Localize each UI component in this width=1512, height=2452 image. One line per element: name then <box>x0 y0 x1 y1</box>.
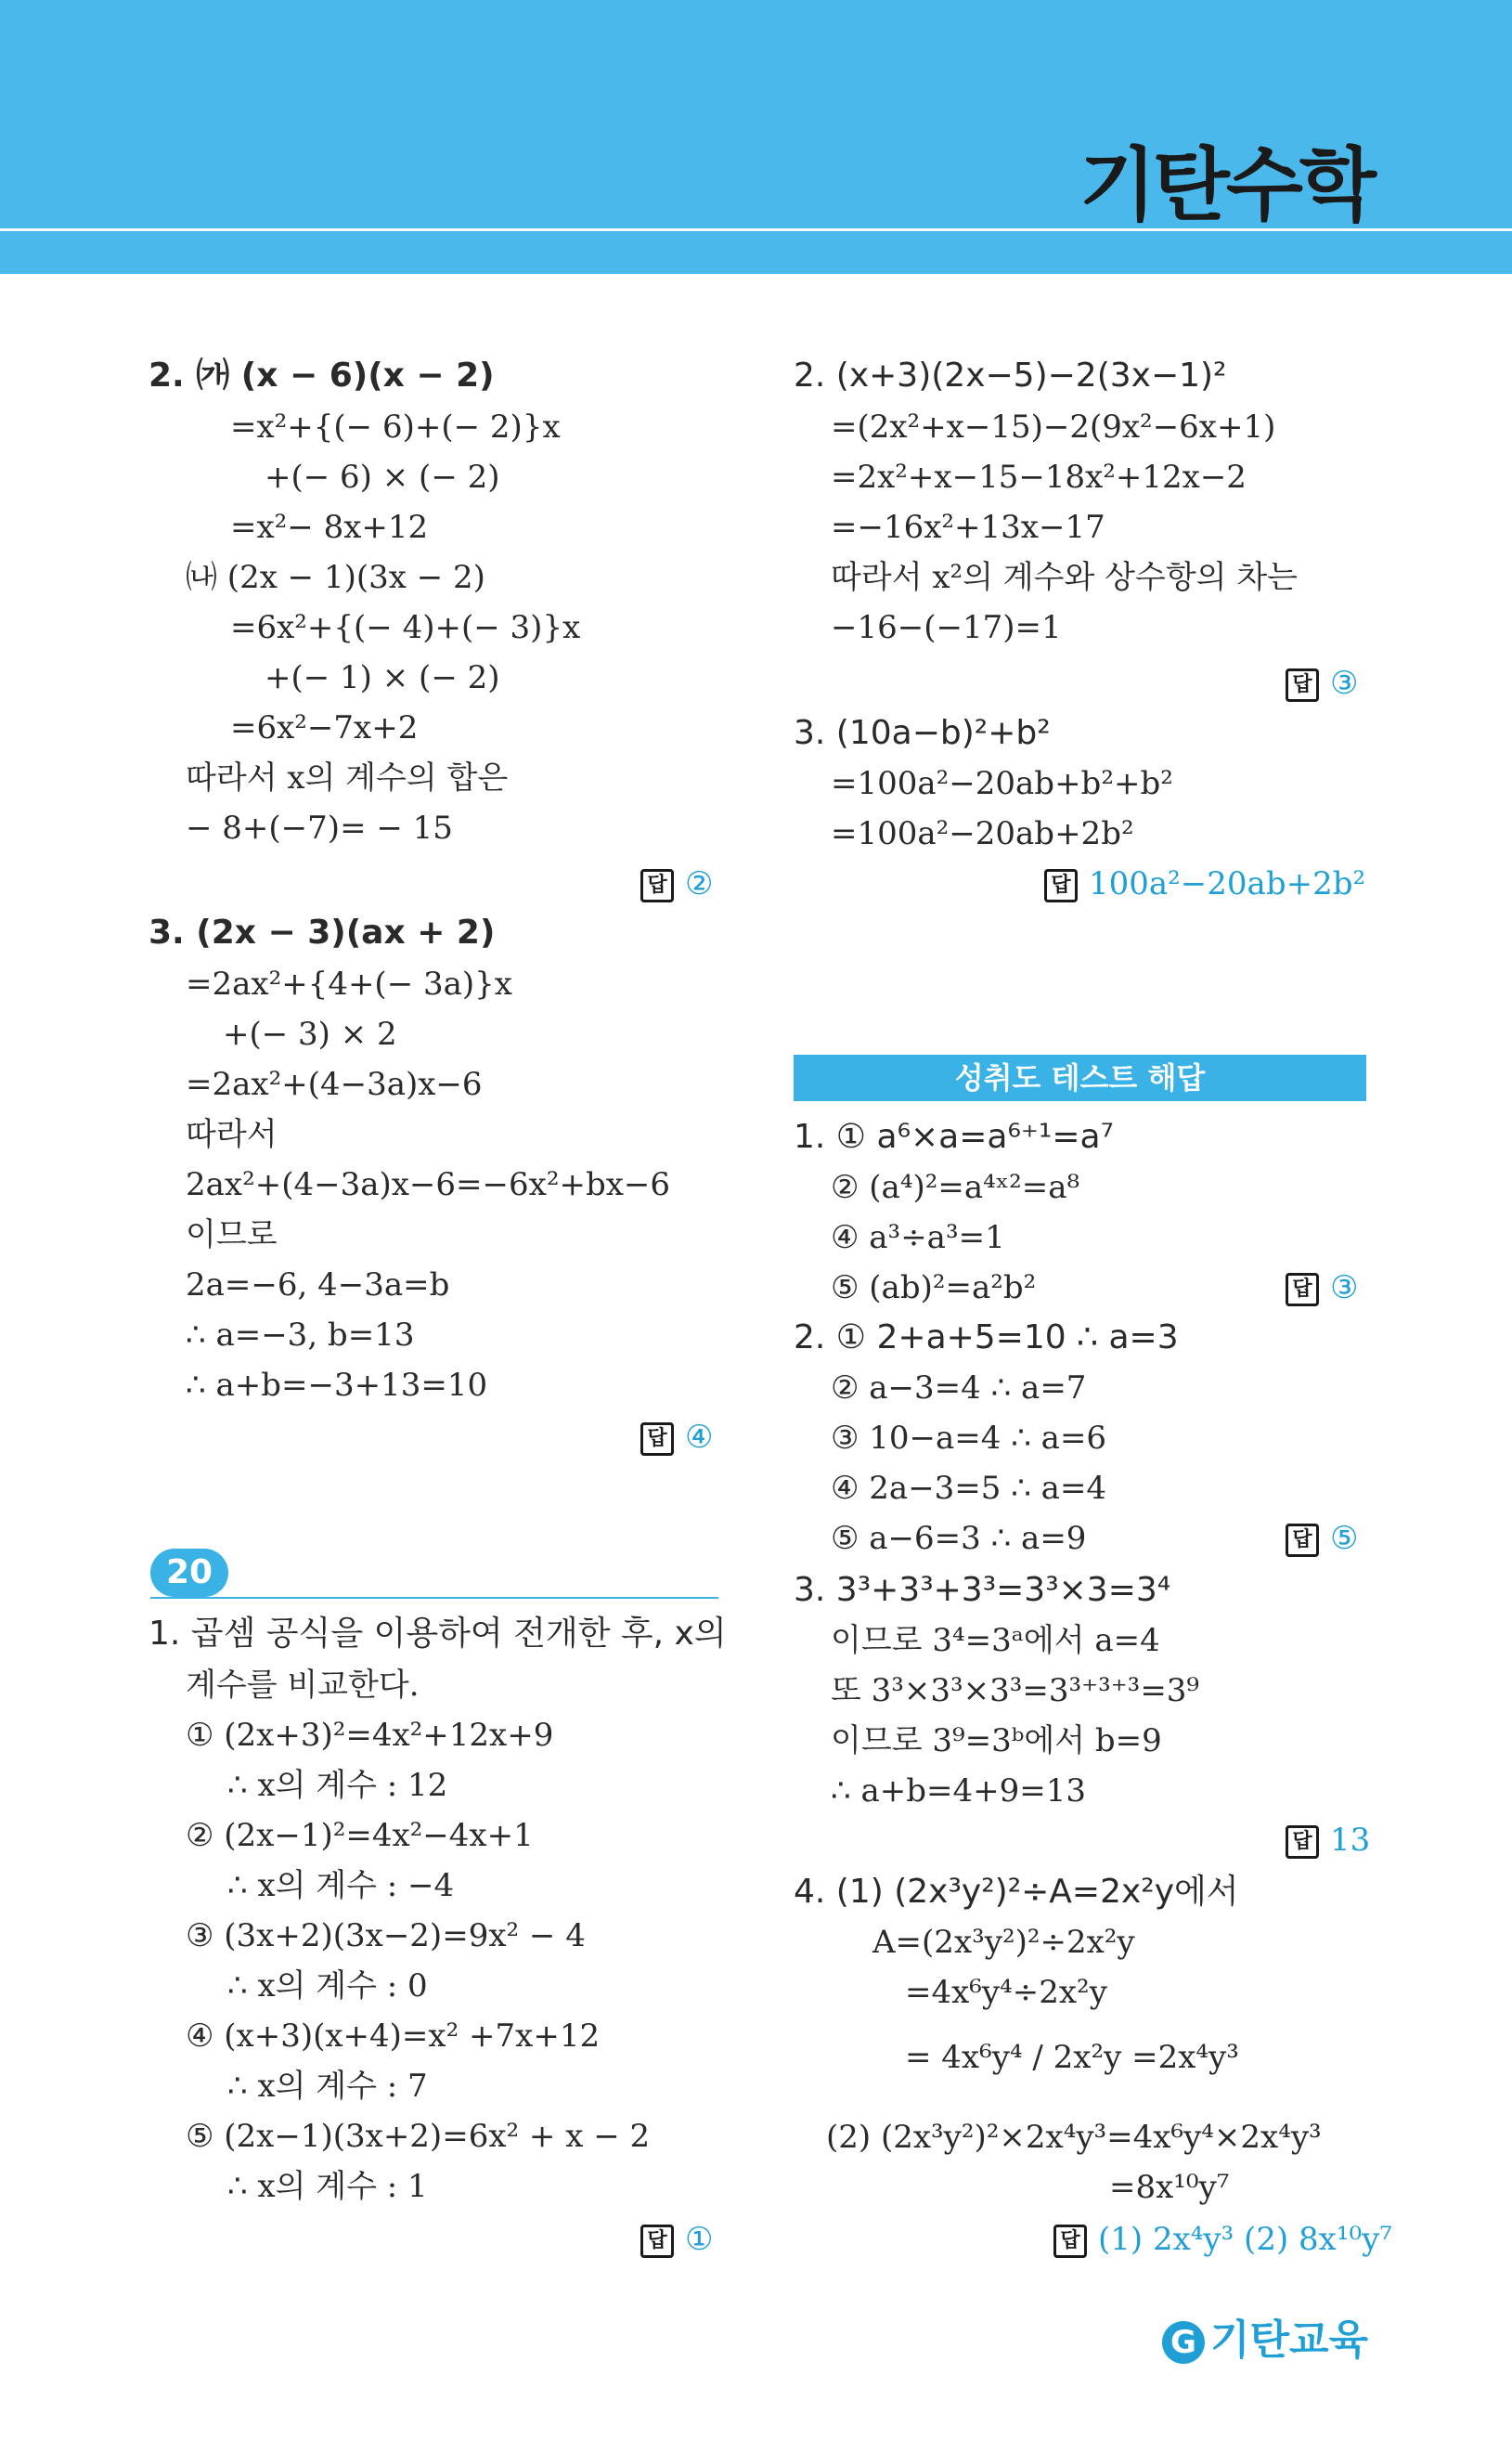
right-t3-line-2: 또 3³×3³×3³=3³⁺³⁺³=3⁹ <box>831 1672 1200 1709</box>
left-p2-line-2: +(− 6) × (− 2) <box>265 459 500 496</box>
right-t4-line-1: A=(2x³y²)²÷2x²y <box>872 1924 1135 1961</box>
right-p2-line-4: 따라서 x²의 계수와 상수항의 차는 <box>831 559 1299 596</box>
left-p3-line-2: +(− 3) × 2 <box>223 1016 397 1053</box>
answer-mark-icon: 답 <box>640 869 674 902</box>
left-s20-line-6: ③ (3x+2)(3x−2)=9x² − 4 <box>186 1917 586 1954</box>
answer-mark-icon: 답 <box>1286 1825 1319 1859</box>
right-p2-line-1: =(2x²+x−15)−2(9x²−6x+1) <box>831 409 1276 446</box>
left-s20-line-2: ① (2x+3)²=4x²+12x+9 <box>186 1717 554 1754</box>
answer-mark-icon: 답 <box>1053 2225 1087 2258</box>
right-t2-line-3: ④ 2a−3=5 ∴ a=4 <box>831 1470 1107 1507</box>
right-t4-answer: 답 (1) 2x⁴y³ (2) 8x¹⁰y⁷ <box>1053 2221 1392 2258</box>
left-p3-line-3: =2ax²+(4−3a)x−6 <box>186 1066 483 1103</box>
left-s20-line-3: ∴ x의 계수 : 12 <box>227 1767 448 1804</box>
answer-mark-icon: 답 <box>1286 1524 1319 1557</box>
left-s20-answer: 답 ① <box>640 2221 713 2258</box>
left-s20-line-5: ∴ x의 계수 : −4 <box>227 1867 455 1904</box>
right-t4-line-2: =4x⁶y⁴÷2x²y <box>905 1974 1107 2011</box>
left-p3-line-7: 2a=−6, 4−3a=b <box>186 1266 450 1304</box>
left-p3-line-8: ∴ a=−3, b=13 <box>186 1317 415 1354</box>
left-p3-line-0: 3. (2x − 3)(ax + 2) <box>149 914 496 952</box>
left-s20-line-0: 1. 곱셈 공식을 이용하여 전개한 후, x의 <box>149 1615 727 1653</box>
left-s20-line-10: ⑤ (2x−1)(3x+2)=6x² + x − 2 <box>186 2118 651 2155</box>
left-p2-line-7: =6x²−7x+2 <box>230 709 419 746</box>
left-p2-line-8: 따라서 x의 계수의 합은 <box>186 759 509 797</box>
left-p2-line-4: ㈏ (2x − 1)(3x − 2) <box>186 559 485 596</box>
section-rule <box>150 1597 718 1599</box>
right-t2-line-4: ⑤ a−6=3 ∴ a=9 <box>831 1520 1087 1557</box>
right-t1-answer: 답 ③ <box>1286 1269 1358 1306</box>
left-p3-line-6: 이므로 <box>186 1216 278 1253</box>
right-p3-line-2: =100a²−20ab+2b² <box>831 815 1134 852</box>
left-p2-line-1: =x²+{(− 6)+(− 2)}x <box>230 409 561 446</box>
answer-mark-icon: 답 <box>1286 668 1319 702</box>
left-s20-line-11: ∴ x의 계수 : 1 <box>227 2168 428 2205</box>
right-p3-line-0: 3. (10a−b)²+b² <box>794 714 1051 752</box>
right-p2-line-3: =−16x²+13x−17 <box>831 509 1105 546</box>
left-p2-line-9: − 8+(−7)= − 15 <box>186 810 453 847</box>
answer-mark-icon: 답 <box>1044 869 1078 902</box>
left-p3-line-9: ∴ a+b=−3+13=10 <box>186 1367 488 1404</box>
right-t4-line-0: 4. (1) (2x³y²)²÷A=2x²y에서 <box>794 1873 1239 1911</box>
answer-mark-icon: 답 <box>640 1422 674 1456</box>
left-s20-line-4: ② (2x−1)²=4x²−4x+1 <box>186 1817 534 1854</box>
right-t3-line-4: ∴ a+b=4+9=13 <box>831 1772 1086 1810</box>
right-t3-line-0: 3. 3³+3³+3³=3³×3=3⁴ <box>794 1571 1171 1609</box>
right-t2-line-2: ③ 10−a=4 ∴ a=6 <box>831 1420 1107 1457</box>
right-t3-line-3: 이므로 3⁹=3ᵇ에서 b=9 <box>831 1722 1162 1759</box>
left-p3-answer: 답 ④ <box>640 1419 713 1456</box>
left-p3-line-1: =2ax²+{4+(− 3a)}x <box>186 966 512 1003</box>
section-number-badge: 20 <box>150 1549 228 1597</box>
left-s20-line-7: ∴ x의 계수 : 0 <box>227 1967 428 2004</box>
left-p3-line-4: 따라서 <box>186 1116 278 1153</box>
brand-title: 기탄수학 <box>1079 139 1373 232</box>
left-p2-line-3: =x²− 8x+12 <box>230 509 429 546</box>
section-title-bar: 성취도 테스트 해답 <box>794 1055 1366 1101</box>
left-p3-line-5: 2ax²+(4−3a)x−6=−6x²+bx−6 <box>186 1166 671 1203</box>
right-t1-line-3: ⑤ (ab)²=a²b² <box>831 1269 1037 1306</box>
left-s20-line-8: ④ (x+3)(x+4)=x² +7x+12 <box>186 2017 601 2055</box>
left-s20-line-9: ∴ x의 계수 : 7 <box>227 2068 428 2105</box>
answer-mark-icon: 답 <box>1286 1273 1319 1306</box>
right-t4-line-5: =8x¹⁰y⁷ <box>1109 2169 1230 2206</box>
logo-mark-icon: G <box>1162 2321 1205 2364</box>
logo-text: 기탄교육 <box>1209 2316 1368 2364</box>
left-p2-line-0: 2. ㈎ (x − 6)(x − 2) <box>149 357 495 395</box>
left-p2-answer: 답 ② <box>640 865 713 902</box>
right-p2-line-2: =2x²+x−15−18x²+12x−2 <box>831 459 1247 496</box>
right-p2-line-5: −16−(−17)=1 <box>831 609 1062 646</box>
left-p2-line-6: +(− 1) × (− 2) <box>265 659 500 696</box>
right-t2-answer: 답 ⑤ <box>1286 1520 1358 1557</box>
right-p2-line-0: 2. (x+3)(2x−5)−2(3x−1)² <box>794 357 1227 395</box>
right-t4-line-4: (2) (2x³y²)²×2x⁴y³=4x⁶y⁴×2x⁴y³ <box>826 2119 1322 2156</box>
right-t1-line-1: ② (a⁴)²=a⁴ˣ²=a⁸ <box>831 1169 1080 1206</box>
right-t4-line-3: = 4x⁶y⁴ / 2x²y =2x⁴y³ <box>905 2039 1239 2076</box>
right-t1-line-0: 1. ① a⁶×a=a⁶⁺¹=a⁷ <box>794 1118 1114 1156</box>
answer-mark-icon: 답 <box>640 2225 674 2258</box>
left-p2-line-5: =6x²+{(− 4)+(− 3)}x <box>230 609 581 646</box>
right-p3-line-1: =100a²−20ab+b²+b² <box>831 765 1173 802</box>
right-t3-line-1: 이므로 3⁴=3ᵃ에서 a=4 <box>831 1622 1160 1659</box>
right-t2-line-0: 2. ① 2+a+5=10 ∴ a=3 <box>794 1318 1179 1356</box>
right-t1-line-2: ④ a³÷a³=1 <box>831 1219 1005 1256</box>
right-t3-answer: 답 13 <box>1286 1822 1370 1859</box>
publisher-logo <box>1162 2306 1368 2366</box>
right-t2-line-1: ② a−3=4 ∴ a=7 <box>831 1369 1087 1407</box>
left-s20-line-1: 계수를 비교한다. <box>186 1667 420 1704</box>
right-p3-answer: 답 100a²−20ab+2b² <box>1044 865 1365 902</box>
right-p2-answer: 답 ③ <box>1286 665 1358 702</box>
